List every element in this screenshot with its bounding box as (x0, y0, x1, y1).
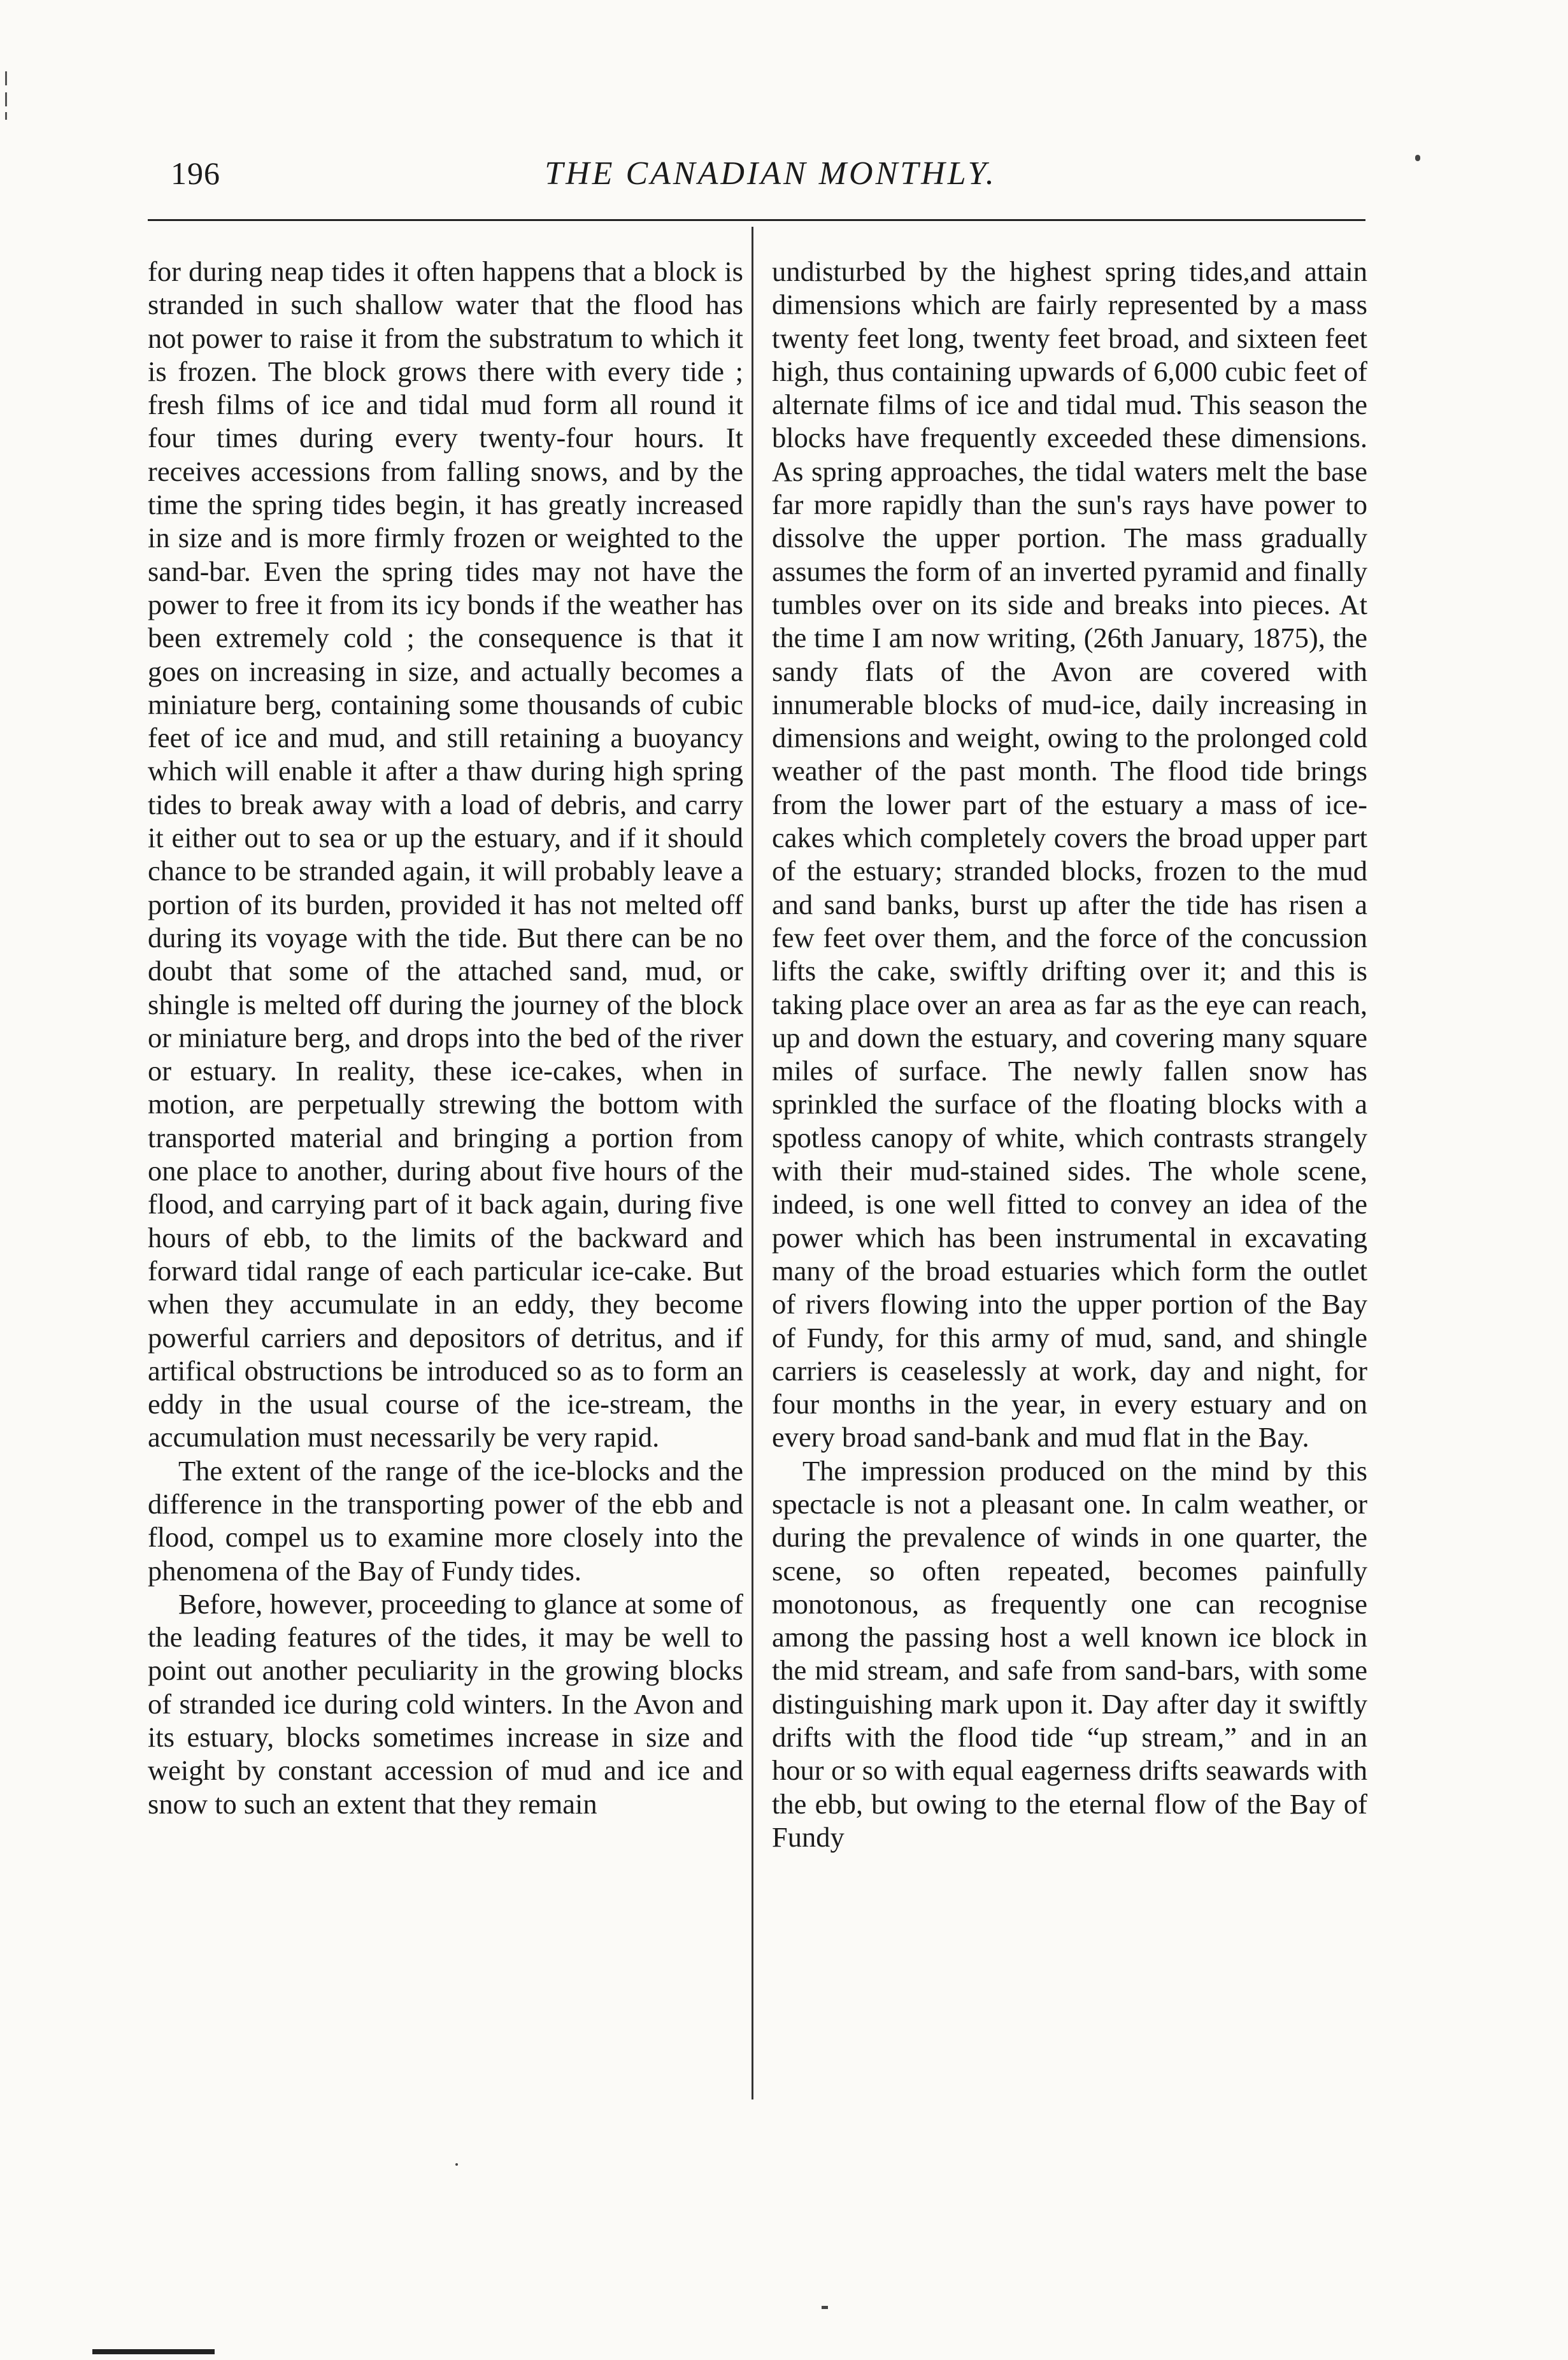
column-divider (752, 227, 753, 2099)
paragraph: The impression produced on the mind by this spectacle is not a pleasant one. In calm weather, or during the prevalence of winds in one quarter, the scene, so often repeated, becomes painfully monotonous, as frequently one can recognise among the passing host a well known ice block in the mid stream, and safe from sand-bars, with some distinguishing mark upon it. Day after day it swiftly drifts with the flood tide “up stream,” and in an hour or so with equal eagerness drifts seawards with the ebb, but owing to the eternal flow of the Bay of Fundy (772, 1454, 1367, 1853)
margin-tick (5, 112, 7, 120)
margin-tick (5, 71, 7, 85)
right-column (772, 255, 1367, 1854)
paragraph: for during neap tides it often happens that a block is stranded in such shallow water that the flood has not power to raise it from the substratum to which it is frozen. The block grows there with every tide ; fresh films of ice and tidal mud form all round it four times during every twenty-four hours. It receives accessions from falling snows, and by the time the spring tides begin, it has greatly increased in size and is more firmly frozen or weighted to the sand-bar. Even the spring tides may not have the power to free it from its icy bonds if the weather has been extremely cold ; the consequence is that it goes on increasing in size, and actually becomes a miniature berg, containing some thousands of cubic feet of ice and mud, and still retaining a buoyancy which will enable it after a thaw during high spring tides to break away with a load of debris, and carry it either out to sea or up the estuary, and if it should chance to be stranded again, it will probably leave a portion of its burden, provided it has not melted off during its voyage with the tide. But there can be no doubt that some of the attached sand, mud, or shingle is melted off during the journey of the block or miniature berg, and drops into the bed of the river or estuary. In reality, these ice-cakes, when in motion, are perpetually strewing the bottom with transported material and bringing a portion from one place to another, during about five hours of the flood, and carrying part of it back again, during five hours of ebb, to the limits of the backward and forward tidal range of each particular ice-cake. But when they accumulate in an eddy, they become powerful carriers and depositors of detritus, and if artifical obstructions be introduced so as to form an eddy in the usual course of the ice-stream, the accumulation must necessarily be very rapid. (148, 255, 743, 1454)
stray-mark (1415, 155, 1420, 161)
running-title: THE CANADIAN MONTHLY. (545, 155, 997, 192)
header-rule (148, 219, 1365, 221)
bottom-rule (92, 2349, 215, 2354)
paragraph: undisturbed by the highest spring tides,and attain dimensions which are fairly represented by a mass twenty feet long, twenty feet broad, and sixteen feet high, thus containing upwards of 6,000 cubic feet of alternate films of ice and tidal mud. This season the blocks have frequently exceeded these dimensions. As spring approaches, the tidal waters melt the base far more rapidly than the sun's rays have power to dissolve the upper portion. The mass gradually assumes the form of an inverted pyramid and finally tumbles over on its side and breaks into pieces. At the time I am now writing, (26th January, 1875), the sandy flats of the Avon are covered with innumerable blocks of mud-ice, daily increasing in dimensions and weight, owing to the prolonged cold weather of the past month. The flood tide brings from the lower part of the estuary a mass of ice-cakes which completely covers the broad upper part of the estuary; stranded blocks, frozen to the mud and sand banks, burst up after the tide has risen a few feet over them, and the force of the concussion lifts the cake, swiftly drifting over it; and this is taking place over an area as far as the eye can reach, up and down the estuary, and covering many square miles of surface. The newly fallen snow has sprinkled the surface of the floating blocks with a spotless canopy of white, which contrasts strangely with their mud-stained sides. The whole scene, indeed, is one well fitted to convey an idea of the power which has been instrumental in excavating many of the broad estuaries which form the outlet of rivers flowing into the upper portion of the Bay of Fundy, for this army of mud, sand, and shingle carriers is ceaselessly at work, day and night, for four months in the year, in every estuary and on every broad sand-bank and mud flat in the Bay. (772, 255, 1367, 1454)
paragraph: Before, however, proceeding to glance at some of the leading features of the tides, it may be well to point out another peculiarity in the growing blocks of stranded ice during cold winters. In the Avon and its estuary, blocks sometimes increase in size and weight by constant accession of mud and ice and snow to such an extent that they remain (148, 1587, 743, 1820)
page-number: 196 (171, 155, 220, 191)
margin-tick (5, 92, 7, 106)
left-column (148, 255, 743, 1820)
stray-mark (455, 2163, 458, 2166)
paragraph: The extent of the range of the ice-blocks and the difference in the transporting power of the ebb and flood, compel us to examine more closely into the phenomena of the Bay of Fundy tides. (148, 1454, 743, 1587)
stray-mark (822, 2306, 828, 2309)
